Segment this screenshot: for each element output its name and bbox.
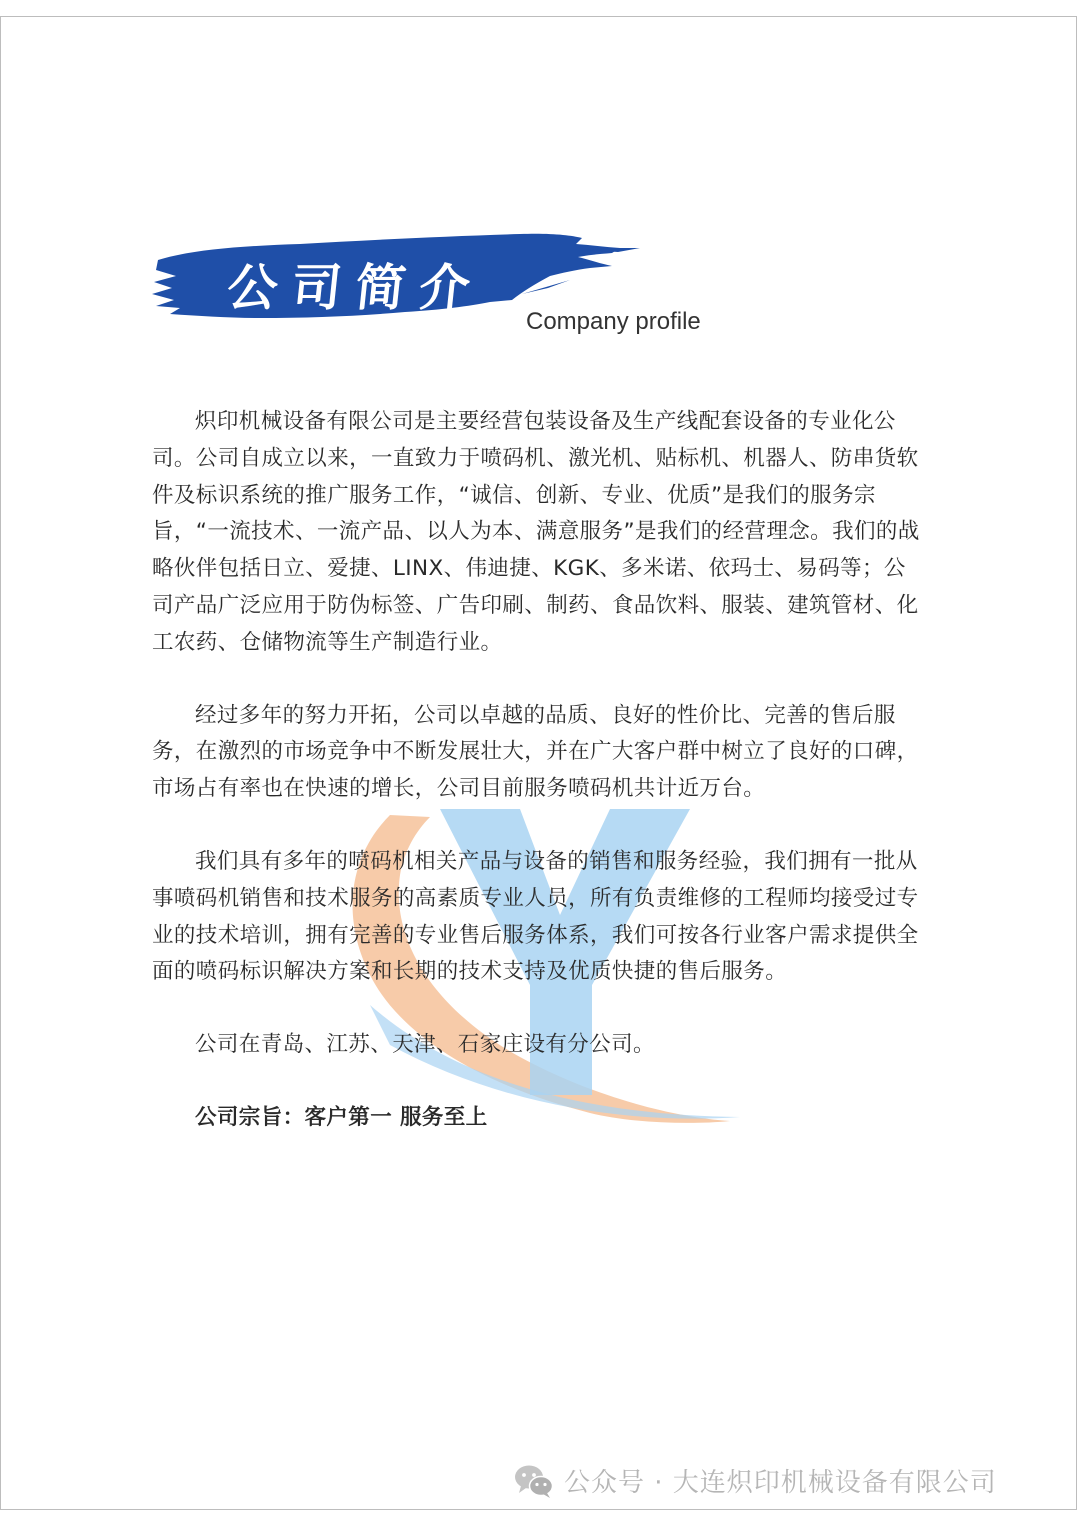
wechat-account-watermark [514,1462,997,1499]
paragraph-intro: 炽印机械设备有限公司是主要经营包装设备及生产线配套设备的专业化公司。公司自成立以来，一直致力于喷码机、激光机、贴标机、机器人、防串货软件及标识系统的推广服务工作，“诚信、创新、专业、优质”是我们的服务宗旨，“一流技术、一流产品、以人为本、满意服务”是我们的经营理念。我们的战略伙伴包括日立、爱捷、LINX、伟迪捷、KGK、多米诺、依玛士、易码等；公司产品广泛应用于防伪标签、广告印刷、制药、食品饮料、服装、建筑管材、化工农药、仓储物流等生产制造行业。 [152,409,920,655]
paragraph-experience: 我们具有多年的喷码机相关产品与设备的销售和服务经验，我们拥有一批从事喷码机销售和技术服务的高素质专业人员，所有负责维修的工程师均接受过专业的技术培训，拥有完善的专业售后服务体系，我们可按各行业客户需求提供全面的喷码标识解决方案和长期的技术支持及优质快捷的售后服务。 [152,848,919,985]
page-title-en: Company profile [526,308,701,335]
wechat-icon [514,1463,554,1499]
paragraph-development: 经过多年的努力开拓，公司以卓越的品质、良好的性价比、完善的售后服务，在激烈的市场竞争中不断发展壮大，并在广大客户群中树立了良好的口碑，市场占有率也在快速的增长，公司目前服务喷码机共计近万台。 [152,702,919,802]
footer-account-text: 公众号 · 大连炽印机械设备有限公司 [564,1468,997,1498]
page-title-cn: 公司简介 [224,258,487,317]
paragraph-motto: 公司宗旨：客户第一 服务至上 [195,1104,488,1130]
paragraph-branches: 公司在青岛、江苏、天津、石家庄设有分公司。 [195,1032,655,1058]
company-profile-body [152,404,927,1137]
